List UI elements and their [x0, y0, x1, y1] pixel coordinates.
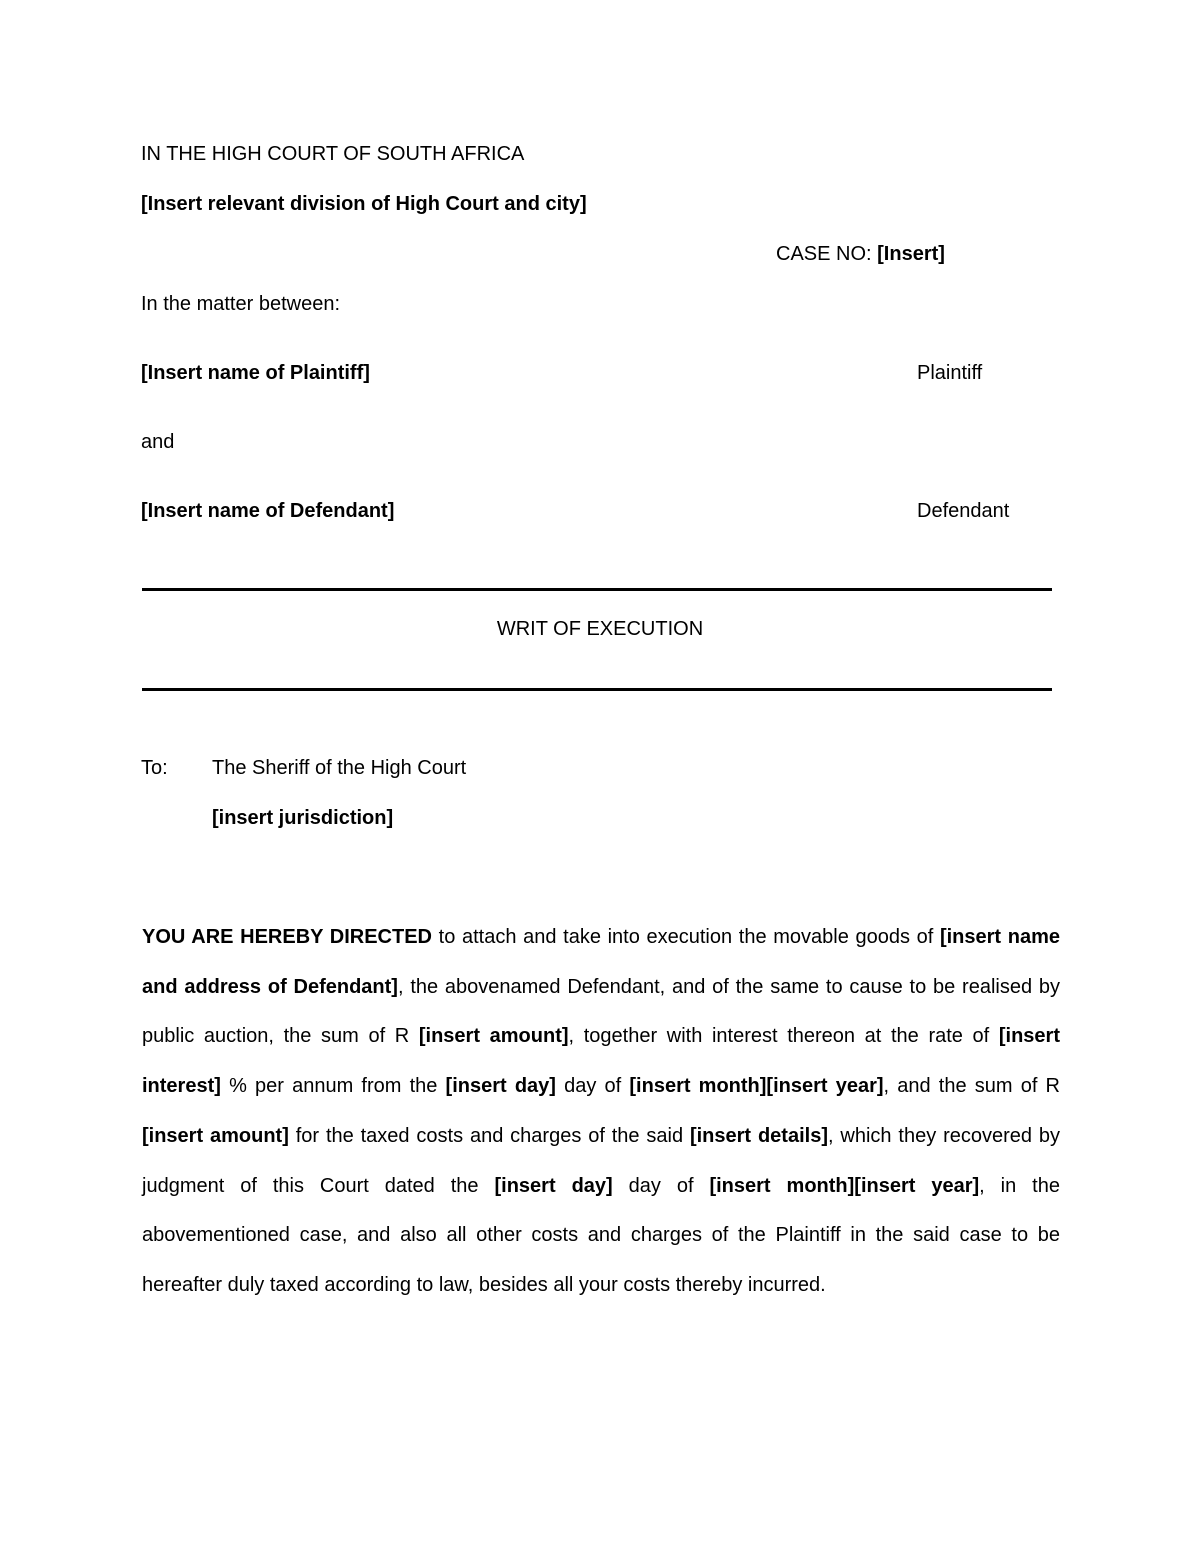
body-text: , the abovenamed Defendant, and of the same to cause to be realised by public auction, the sum of R — [142, 975, 1060, 1048]
body-text: day of — [612, 1174, 710, 1197]
body-placeholder-text: [insert day] — [445, 1075, 556, 1098]
body-text: for the taxed costs and charges of the said — [288, 1124, 690, 1147]
body-placeholder-text: [insert amount] — [418, 1025, 569, 1048]
body-placeholder-text: [insert month][insert year] — [709, 1174, 980, 1197]
bottom-rule — [142, 688, 1052, 691]
body-text: , and the sum of R — [883, 1075, 1061, 1098]
body-placeholder-text: [insert name and address of Defendant] — [142, 926, 1060, 998]
court-division: [Insert relevant division of High Court and city] — [141, 193, 587, 215]
body-placeholder-text: [insert interest] — [142, 1025, 1060, 1098]
defendant-role: Defendant — [917, 500, 1010, 522]
plaintiff-role: Plaintiff — [917, 362, 983, 384]
body-placeholder-text: [insert amount] — [142, 1124, 289, 1147]
court-title: IN THE HIGH COURT OF SOUTH AFRICA — [141, 143, 525, 165]
case-number-value: [Insert] — [877, 243, 945, 265]
defendant-name: [Insert name of Defendant] — [141, 500, 395, 522]
body-text: , together with interest thereon at the rate of — [568, 1025, 999, 1048]
body-text: , in the abovementioned case, and also all other costs and charges of the Plaintiff in the said case to be hereafter duly taxed according to law, besides all your costs thereby incurred. — [142, 1174, 1060, 1296]
case-number — [776, 242, 945, 266]
parties-conjunction: and — [141, 431, 175, 453]
to-label: To: — [141, 757, 168, 779]
parties-intro: In the matter between: — [141, 293, 341, 315]
addressee-recipient: The Sheriff of the High Court — [212, 757, 467, 779]
body-placeholder-text: [insert day] — [494, 1174, 613, 1197]
top-rule — [142, 588, 1052, 591]
body-placeholder-text: [insert details] — [689, 1124, 828, 1147]
body-text: to attach and take into execution the movable goods of — [432, 926, 940, 948]
plaintiff-name: [Insert name of Plaintiff] — [141, 362, 370, 384]
addressee-jurisdiction: [insert jurisdiction] — [212, 807, 394, 829]
body-text: , which they recovered by judgment of this Court dated the — [142, 1124, 1060, 1197]
body-text: % per annum from the — [220, 1075, 446, 1098]
writ-body-paragraph — [142, 913, 1060, 1311]
document-title: WRIT OF EXECUTION — [496, 618, 704, 640]
body-placeholder-text: [insert month][insert year] — [629, 1075, 884, 1098]
case-number-label: CASE NO: — [776, 243, 878, 265]
body-placeholder-text: YOU ARE HEREBY DIRECTED — [142, 926, 432, 948]
body-text: day of — [555, 1075, 630, 1098]
